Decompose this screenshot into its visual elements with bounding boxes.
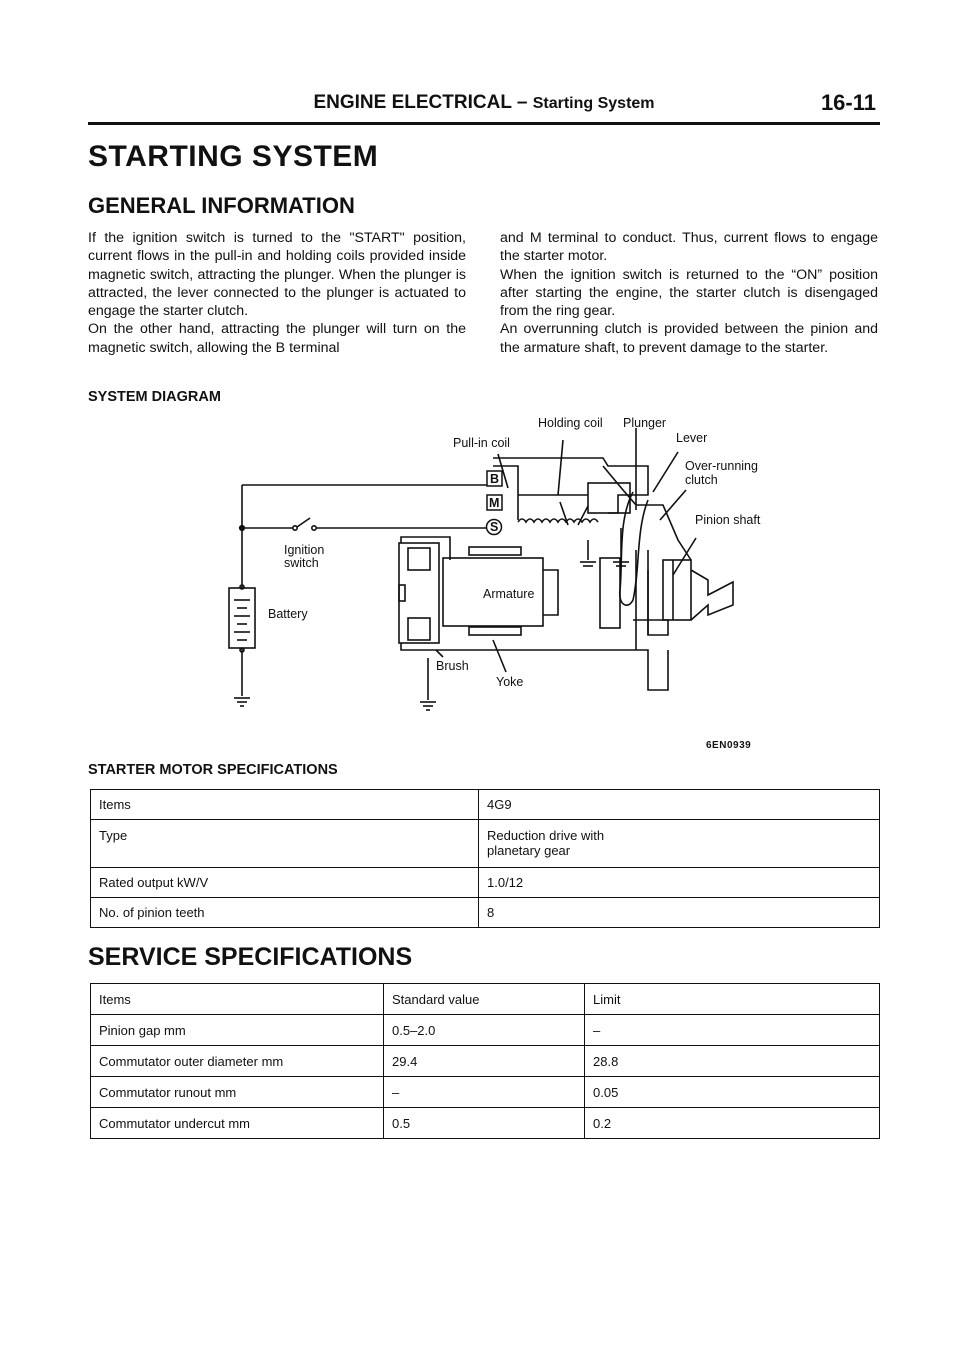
column-header: Limit <box>585 984 880 1015</box>
section-heading: GENERAL INFORMATION <box>88 193 355 218</box>
column-header: Standard value <box>384 984 585 1015</box>
table-cell: Pinion gap mm <box>91 1015 384 1046</box>
label-yoke: Yoke <box>496 675 524 689</box>
label-lever: Lever <box>676 431 708 445</box>
page-number: 16-11 <box>820 90 876 115</box>
table-cell: 4G9 <box>479 790 880 820</box>
paragraph: On the other hand, attracting the plunger will turn on the magnetic switch, allowing the B terminal <box>88 321 466 356</box>
table-cell: Commutator undercut mm <box>91 1108 384 1139</box>
table-row <box>91 1077 880 1108</box>
paragraph: An overrunning clutch is provided between the pinion and the armature shaft, to prevent damage to the starter. <box>500 321 878 356</box>
header-dash: – <box>511 92 533 113</box>
cell-line: Reduction drive with <box>487 828 605 843</box>
table-cell: 0.5 <box>384 1108 585 1139</box>
table-row <box>91 1015 880 1046</box>
table-cell: Type <box>91 820 479 868</box>
header-rule <box>88 122 880 125</box>
table-cell: Items <box>91 790 479 820</box>
service-specs-heading: SERVICE SPECIFICATIONS <box>88 943 413 971</box>
table-row <box>91 1046 880 1077</box>
label-armature: Armature <box>483 587 535 601</box>
table-cell: Rated output kW/V <box>91 868 479 898</box>
label-battery: Battery <box>268 607 308 621</box>
table-cell: 28.8 <box>585 1046 880 1077</box>
column-header: Items <box>91 984 384 1015</box>
table-row <box>91 868 880 898</box>
table-row <box>91 790 880 820</box>
table-cell: No. of pinion teeth <box>91 898 479 928</box>
table-cell: – <box>585 1015 880 1046</box>
label-ignition: Ignition <box>284 543 325 557</box>
service-specs-table <box>90 983 880 1139</box>
label-pinion-shaft: Pinion shaft <box>695 513 761 527</box>
paragraph: and M terminal to conduct. Thus, current flows to engage the starter motor. <box>500 230 878 265</box>
header-subtitle: Starting System <box>532 95 655 112</box>
table-cell: 29.4 <box>384 1046 585 1077</box>
table-header-row <box>91 984 880 1015</box>
left-column-text <box>88 229 466 357</box>
header-chapter: ENGINE ELECTRICAL <box>313 92 512 113</box>
paragraph: If the ignition switch is turned to the "START" position, current flows in the pull-in and holding coils provided inside magnetic switch, attracting the plunger. When the plunger is attracted, the lever connected to the plunger is actuated to engage the starter clutch. <box>88 230 466 320</box>
label-plunger: Plunger <box>623 416 667 430</box>
page-title: STARTING SYSTEM <box>88 140 379 173</box>
label-clutch: clutch <box>685 473 718 487</box>
terminal-m-label: M <box>489 496 500 510</box>
table-row <box>91 820 880 868</box>
right-column-text <box>500 229 878 357</box>
label-switch: switch <box>284 556 319 570</box>
terminal-s-label: S <box>490 520 499 534</box>
label-brush: Brush <box>436 659 469 673</box>
table-cell: 8 <box>479 898 880 928</box>
starter-specs-heading: STARTER MOTOR SPECIFICATIONS <box>88 762 338 778</box>
page-header <box>88 92 880 122</box>
table-cell: 0.5–2.0 <box>384 1015 585 1046</box>
label-pull-in-coil: Pull-in coil <box>453 436 510 450</box>
header-title <box>88 92 880 114</box>
table-cell: 0.2 <box>585 1108 880 1139</box>
table-cell: 1.0/12 <box>479 868 880 898</box>
table-cell: Commutator outer diameter mm <box>91 1046 384 1077</box>
table-cell <box>479 820 880 868</box>
table-row <box>91 898 880 928</box>
table-cell: – <box>384 1077 585 1108</box>
diagram-heading: SYSTEM DIAGRAM <box>88 389 221 405</box>
table-cell: Commutator runout mm <box>91 1077 384 1108</box>
starting-system-diagram <box>88 410 880 750</box>
figure-id: 6EN0939 <box>706 740 752 751</box>
table-cell: 0.05 <box>585 1077 880 1108</box>
cell-line: planetary gear <box>487 843 571 858</box>
paragraph: When the ignition switch is returned to the “ON” position after starting the engine, the starter clutch is disengaged from the ring gear. <box>500 266 878 320</box>
label-holding-coil: Holding coil <box>538 416 603 430</box>
terminal-b-label: B <box>490 472 500 486</box>
table-row <box>91 1108 880 1139</box>
label-over-running: Over-running <box>685 459 758 473</box>
starter-specs-table <box>90 789 880 928</box>
